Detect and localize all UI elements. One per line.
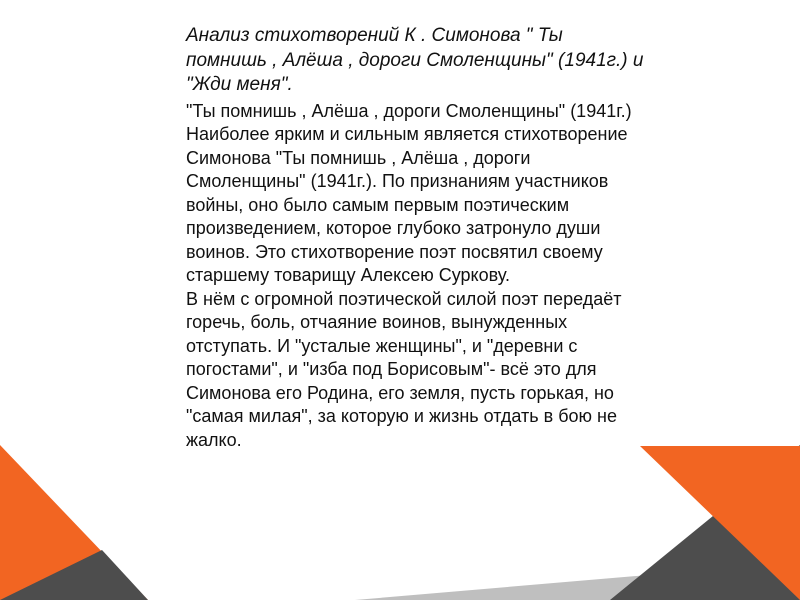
slide-text-block [186,24,646,452]
paragraph-analysis: В нём с огромной поэтической силой поэт передаёт горечь, боль, отчаяние воинов, вынужденных отступать. И "усталые женщины", и "деревни с погостами", и "изба под Борисовым"- всё это для Симонова его Родина, его земля, пусть горькая, но "самая милая", за которую и жизнь отдать в бою не жалко. [186,288,622,450]
slide-title: Анализ стихотворений К . Симонова " Ты помнишь , Алёша , дороги Смоленщины" (1941г.) и "Жди меня". [186,25,644,95]
paragraph-intro: Наиболее ярким и сильным является стихотворение Симонова "Ты помнишь , Алёша , дороги Смоленщины" (1941г.). По признаниям участников войны, оно было самым первым поэтическим произведением, которое глубоко затронуло души воинов. Это стихотворение поэт посвятил своему старшему товарищу Алексею Суркову. [186,124,628,285]
poem-subtitle: "Ты помнишь , Алёша , дороги Смоленщины" (1941г.) [186,100,632,121]
